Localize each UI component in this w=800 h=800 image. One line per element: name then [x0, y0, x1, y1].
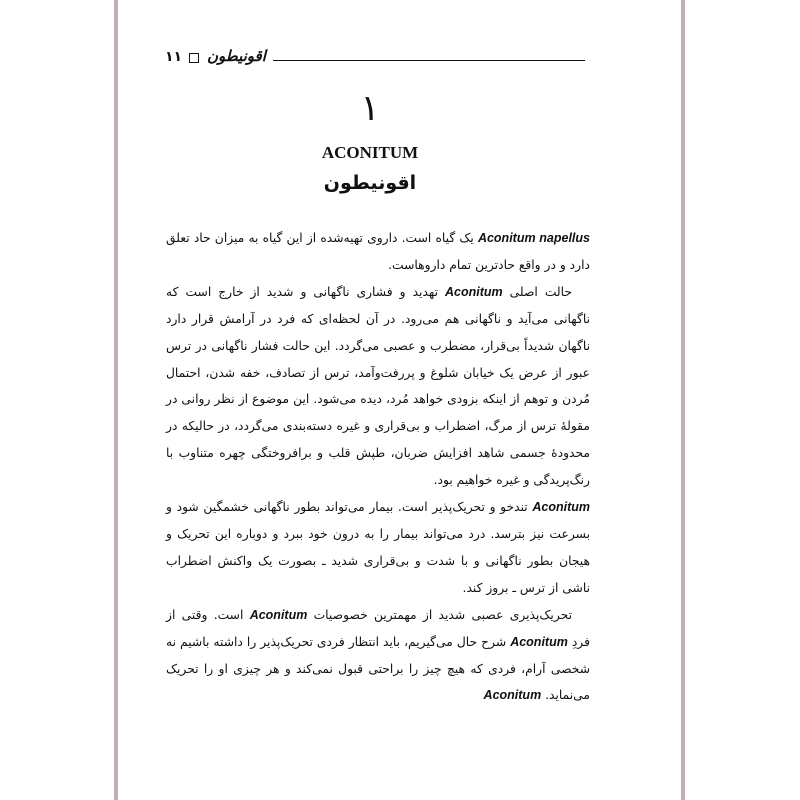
paragraph-4 [166, 602, 590, 710]
page-number: ۱۱ [165, 49, 183, 65]
paragraph-3 [166, 494, 590, 602]
latin-term: Aconitum [532, 500, 590, 515]
latin-term: Aconitum [483, 688, 542, 703]
body-text [166, 225, 590, 709]
latin-term: Aconitum [445, 284, 503, 299]
chapter-title-latin: ACONITUM [321, 143, 419, 162]
chapter-title-persian: اقونیطون [323, 172, 417, 194]
paragraph-1 [166, 225, 590, 279]
running-head [165, 45, 585, 71]
chapter-number: ۱ [360, 88, 380, 129]
separator-box-icon [189, 53, 199, 63]
right-border [681, 0, 685, 800]
paragraph-text: حالت اصلی [502, 284, 572, 299]
paragraph-text: شرح حال می‌گیریم، باید انتظار فردی تحریک‌پذیر را داشته باشیم نه شخصی آرام، فردی که هیچ چیز را براحتی قبول نمی‌کند و هر چیزی او را تحریک می‌نماید. [166, 634, 590, 703]
latin-term: Aconitum napellus [477, 231, 590, 245]
paragraph-2 [166, 279, 590, 494]
running-head-title: اقونیطون [207, 47, 266, 65]
latin-term: Aconitum [510, 634, 568, 649]
latin-term: Aconitum [249, 607, 308, 622]
header-rule [273, 60, 585, 61]
paragraph-text: تندخو و تحریک‌پذیر است. بیمار می‌تواند بطور ناگهانی خشمگین شود و بسرعت نیز بترسد. درد می‌تواند بیمار را به درون خود ببرد و دوباره این تحریک و هیجان بطور ناگهانی و با شدت و بی‌قراری شدید ـ بصورت یک واکنش اضطراب ناشی از ترس ـ بروز کند. [166, 500, 590, 595]
paragraph-text: یک گیاه است. داروی تهیه‌شده از این گیاه به میزان حاد تعلق دارد و در واقع حادترین تمام داروهاست. [166, 231, 590, 272]
paragraph-text: تحریک‌پذیری عصبی شدید از مهمترین خصوصیات [307, 607, 572, 622]
paragraph-text: تهدید و فشاری ناگهانی و شدید از خارج است که ناگهانی می‌آید و ناگهانی هم می‌رود. در آن لحظه‌ای که فرد در آرامش قرار دارد ناگهان شدیداً بی‌قرار، مضطرب و عصبی می‌گردد. این حالت فشار ناگهانی در ترس عبور از عرض یک خیابان شلوغ و پررفت‌وآمد، ترس از تصادف، خفه شدن، احتمال مُردن و توهم از اینکه بزودی خواهد مُرد، دیده می‌شود. این موضوع از نظر روانی در مقولهٔ ترس از مرگ، اضطراب و بی‌قراری و غیره دسته‌بندی می‌گردد، در حالیکه در محدودهٔ جسمی شاهد افزایش ضربان، طپش قلب و برافروختگی چهره متناوب با رنگ‌پریدگی و غیره خواهیم بود. [166, 284, 590, 488]
paragraph-text: است. وقتی از فردِ [166, 607, 590, 649]
